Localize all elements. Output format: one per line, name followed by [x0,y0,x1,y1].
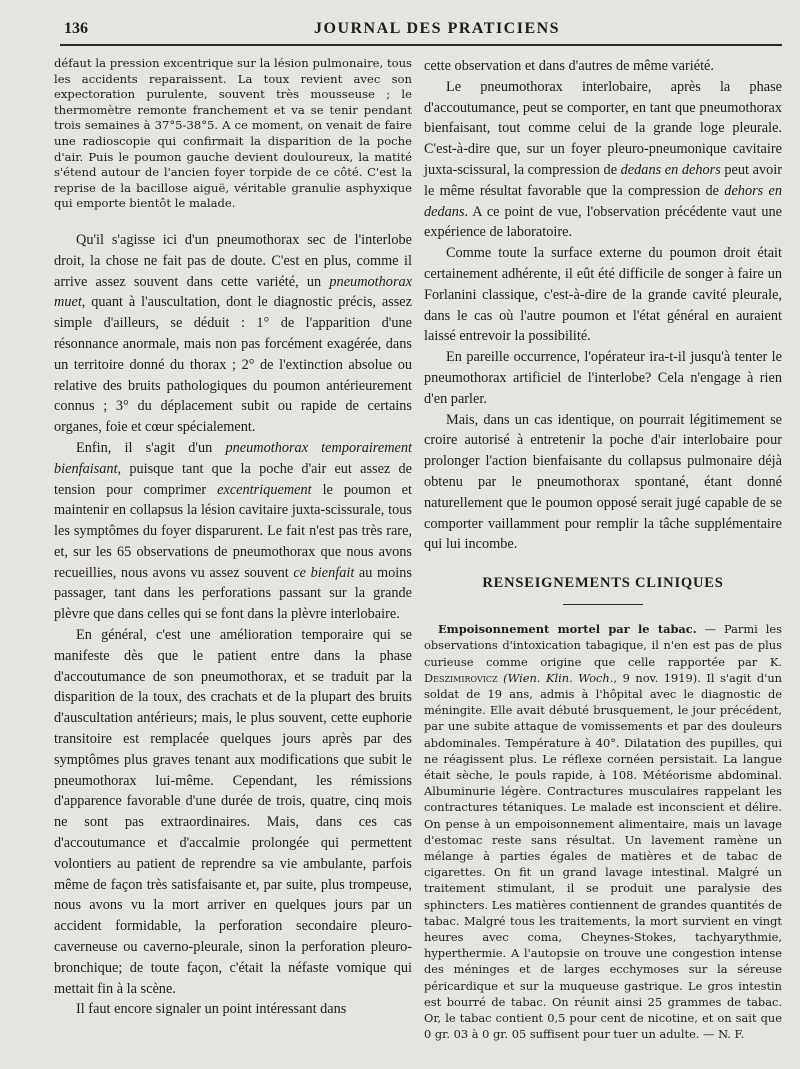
text-run: , 9 nov. 1919). Il s'agit d'un soldat de 19 ans, admis à l'hôpital avec le diagnostic de méningite. Elle avait débuté brusquement, le jour précédent, par une subite attaque de vomissements et par des douleurs abdominales. Température à 40°. Dilatation des pupilles, qui ne réagissent plus. Le réflexe cornéen persistait. La langue était sèche, le pouls rapide, à 108. Météorisme abdominal. Albuminurie légère. Contractures musculaires rappelant les contractures tétaniques. Le malade est inconscient et délire. On pense à un empoisonnement alimentaire, mais un lavage d'estomac reste sans résultat. Un lavement ramène un mélange à parties égales de matières et de tabac de cigarettes. On fit un grand lavage intestinal. Malgré un traitement stimulant, il se produit une paralysie des sphincters. Les matières contiennent de grandes quantités de tabac. Malgré tous les traitements, la mort survient en vingt heures avec coma, Cheynes-Stokes, tachyarythmie, hyperthermie. A l'autopsie on trouve une congestion intense des méninges et de larges ecchymoses sur la séreuse péricardique et sur la muqueuse gastrique. Le gros intestin est bourré de tabac. On réunit ainsi 25 grammes de tabac. Or, le tabac contient 0,5 pour cent de nicotine, et on sait que 0 gr. 03 à 0 gr. 05 suffisent pour tuer un adulte. — N. F. [424,670,782,1042]
text-run: au moins passager, tant dans les perforations passant sur la grande plèvre que dans celles qui se font dans la plèvre interlobaire. [54,564,412,623]
italic-term: ce bienfait [293,564,355,581]
spacer [54,212,412,230]
text-run: — Parmi les observations d'intoxication tabagique, il n'en est pas de plus curieuse comme origine que celle rapportée par K. [424,622,782,669]
clinical-lead: Empoisonnement mortel par le tabac. [438,622,697,637]
journal-title: JOURNAL DES PRATICIENS [314,20,561,37]
italic-term: excentriquement [217,481,312,498]
clinical-author: Deszimirovicz [424,670,498,685]
paragraph-cas-identique: Mais, dans un cas identique, on pourrait légitimement se croire autorisé à entretenir la poche d'air interlobaire pour prolonger l'action bienfaisante du collapsus pulmonaire déjà obtenu par le pneumothorax spontané, étant donné naturellement que le poumon opposé serait jugé capable de se comporter vaillamment pour remplir la tâche supplémentaire qui lui incombe. [424,411,782,553]
italic-term: dehors en dedans [424,182,782,220]
paragraph-interlobaire [424,77,782,243]
left-column [54,56,412,1020]
text-run: le poumon et maintenir en collapsus la lésion cavitaire juxta-scissurale, tous les symptômes du foyer disparurent. Le fait n'est pas très rare, et, sur les 65 observations de pneumothorax que nous avons recueillies, nous avons vu assez souvent [54,481,412,581]
case-continuation: défaut la pression excentrique sur la lésion pulmonaire, tous les accidents reparaissent. La toux revient avec son expectoration purulente, souvent très mousseuse ; le thermomètre remonte franchement et va se tenir pendant trois semaines à 37°5-38°5. A ce moment, on venait de faire une radioscopie qui confirmait la disparition de la poche d'air. Puis le poumon gauche devient douloureux, la matité s'étend autour de l'ancien foyer torpide de ce côté. C'est la reprise de la bacillose aiguë, véritable granulie asphyxique qui emporte bientôt le malade. [54,56,412,211]
text-run: , puisque tant que la poche d'air eut assez de tension pour comprimer [54,460,412,498]
text-run: Enfin, il s'agit d'un [76,439,226,456]
paragraph-occurrence: En pareille occurrence, l'opérateur ira-t-il jusqu'à tenter le pneumothorax artificiel de l'interlobe? Cela n'engage à rien d'en parler. [424,349,782,407]
header-rule [60,44,782,46]
clinical-note [424,621,782,1042]
paragraph-en-general: En général, c'est une amélioration temporaire qui se manifeste dès que le patient entre dans la phase d'accoutumance de son pneumothorax, et se traduit par la disparition de la toux, des crachats et de la plupart des bruits d'auscultation antérieurs; mais, le plus souvent, cette euphorie transitoire est remplacée quelques jours après par des symptômes plus graves tenant aux modifications que subit le pneumothorax lui-même. Cependant, les rémissions d'apparence favorable d'une durée de trois, quatre, cinq mois ne sont pas extraordinaires. Mais, dans ces cas d'accoutumance et d'accalmie prolongée qui permettent volontiers au patient de reprendre sa vie ambulante, parfois même de façon très satisfaisante et, par suite, plus trompeuse, nous avons vu la mort arriver en quelques jours par un accident formidable, la perforation secondaire pleuro-caverneuse ou caverno-pleurale, sinon la perforation pleuro-bronchique; de toute façon, c'était la néfaste vomique qui mettait fin à la scène. [54,627,412,997]
italic-term: pneumothorax temporairement bienfaisant [54,439,412,477]
text-run: peut avoir le même résultat favorable que la compression de [424,161,782,199]
text-run: , quant à l'auscultation, dont le diagnostic précis, assez simple d'ailleurs, se déduit : 1° de l'apparition d'une résonnance anormale, mais non pas forcément exagérée, dans un territoire donné du thorax ; 2° de l'extinction absolue ou relative des bruits pathologiques du poumon antérieurement connus ; 3° du déplacement subit ou rapide de certains organes, foie et cœur spécialement. [54,294,412,436]
page-number: 136 [64,20,88,37]
italic-term: dedans en dehors [620,161,721,178]
text-run: . A ce point de vue, l'observation précédente vaut une expérience de laboratoire. [424,203,782,241]
section-title: RENSEIGNEMENTS CLINIQUES [482,575,724,592]
italic-term: pneumothorax muet [54,273,412,311]
text-run: Qu'il s'agisse ici d'un pneumothorax sec de l'interlobe droit, la chose ne fait pas de doute. C'est en plus, comme il arrive assez souvent dans cette variété, un [54,231,412,290]
clinical-source: (Wien. Klin. Woch. [497,670,614,685]
paragraph-continuation: cette observation et dans d'autres de même variété. [424,58,714,74]
section-rule [563,604,643,605]
paragraph-pneumothorax-sec [54,230,412,438]
paragraph-point-interessant: Il faut encore signaler un point intéressant dans [76,1001,347,1018]
running-head [64,18,780,44]
right-column [424,56,782,1042]
paragraph-bienfaisant [54,438,412,625]
paragraph-forlanini: Comme toute la surface externe du poumon droit était certainement adhérente, il eût été difficile de songer à faire un Forlanini classique, c'est-à-dire de la grande cavité pleurale, dans le cas où l'autre poumon et l'état général en auraient laissé entrevoir la possibilité. [424,245,782,345]
text-run: Le pneumothorax interlobaire, après la phase d'accoutumance, peut se comporter, en tant que pneumothorax bienfaisant, tout comme celui de la grande loge pleurale. C'est-à-dire que, sur un foyer pleuro-pneumonique cavitaire juxta-scissural, la compression de [424,78,782,178]
